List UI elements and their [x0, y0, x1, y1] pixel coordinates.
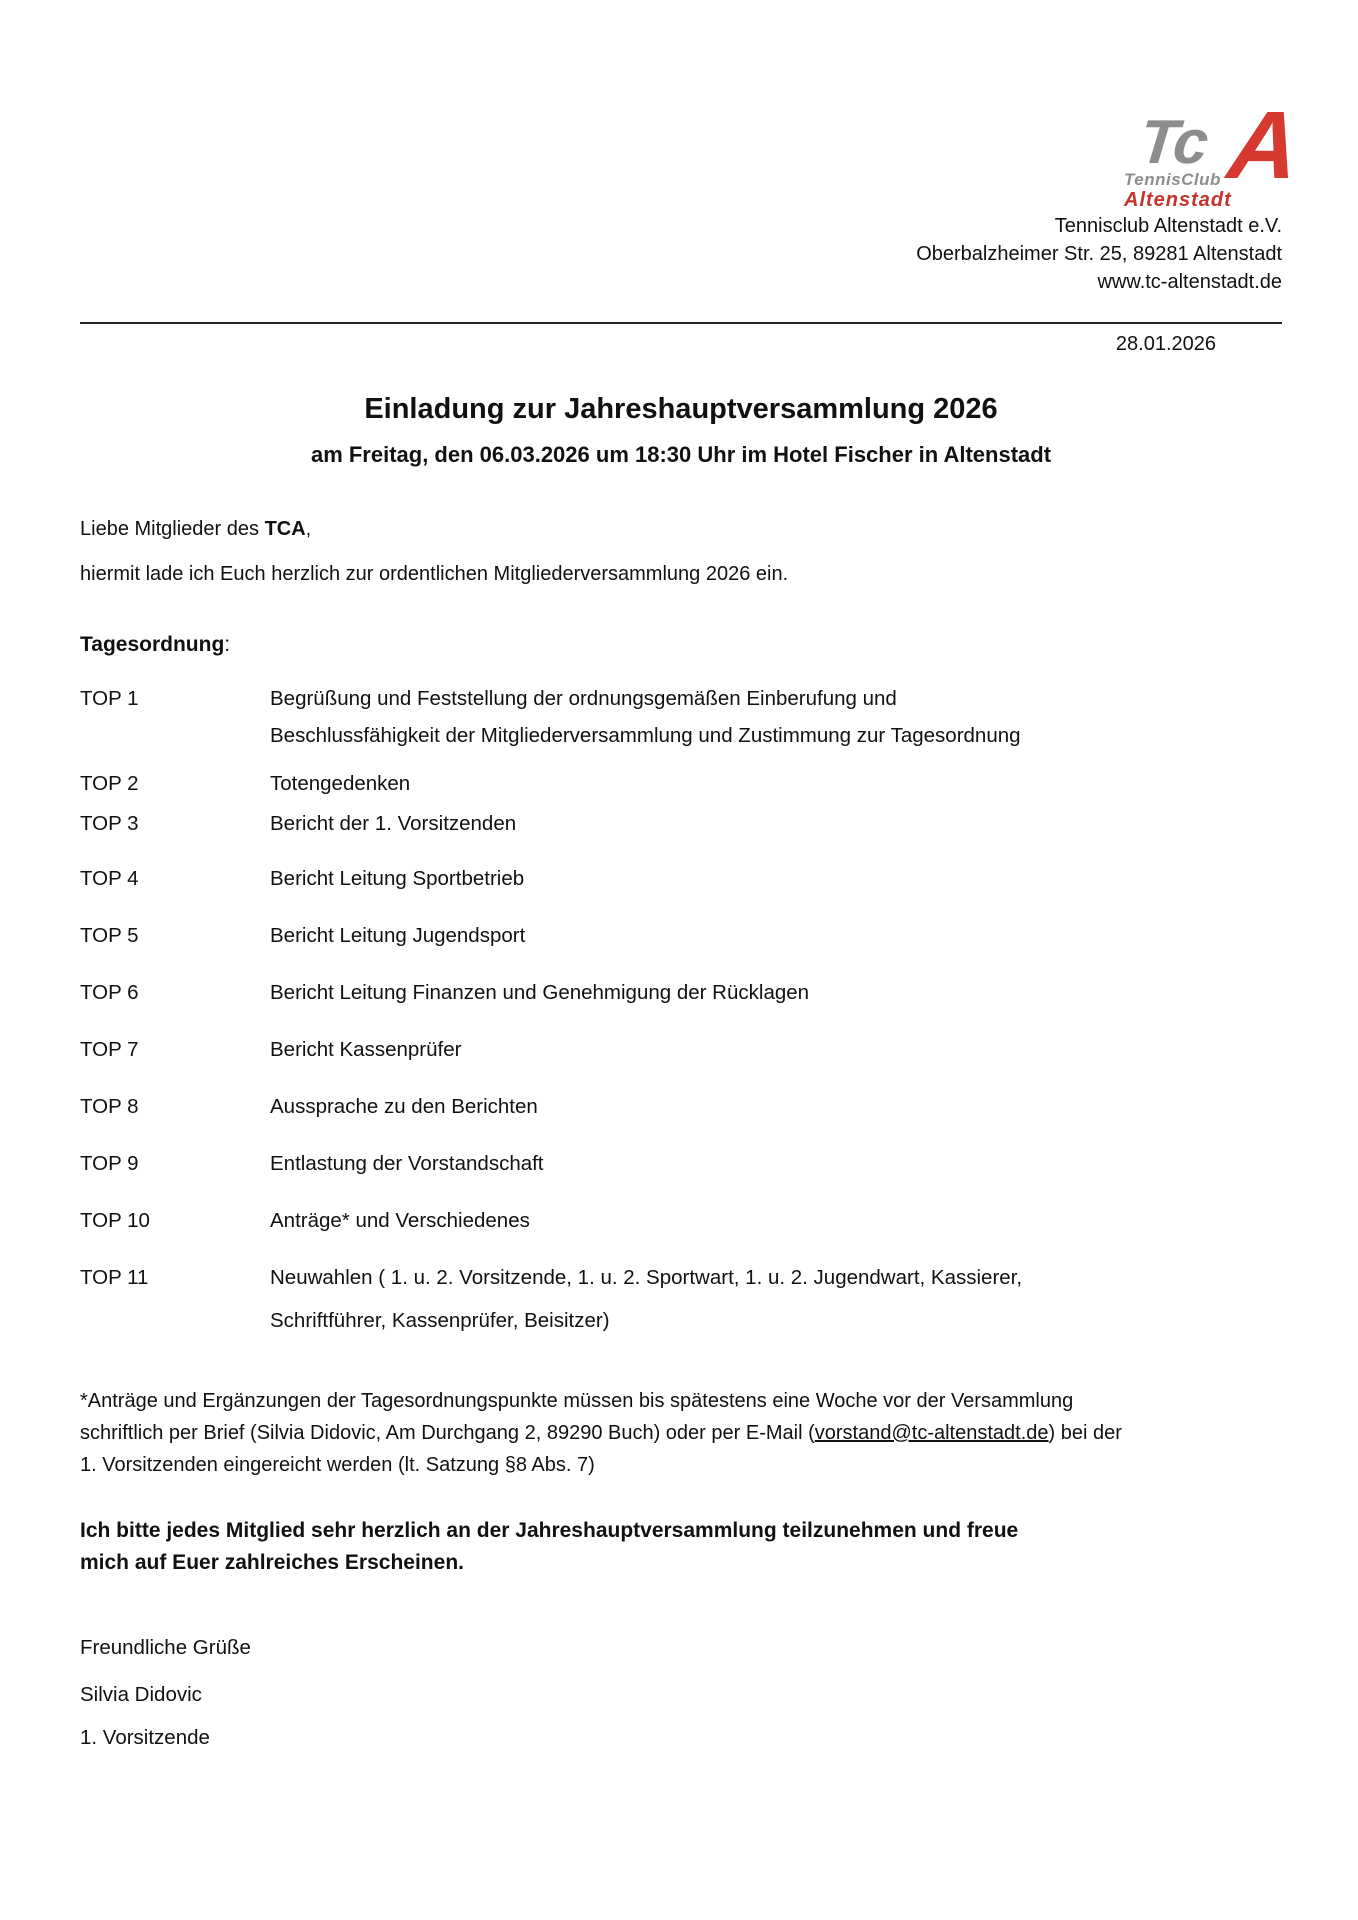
agenda-item	[80, 1094, 1282, 1120]
agenda-item-label: TOP 10	[80, 1209, 150, 1232]
org-website: www.tc-altenstadt.de	[1097, 271, 1282, 293]
agenda-item-label: TOP 3	[80, 812, 139, 835]
agenda-item	[80, 923, 1282, 949]
letterhead-rule	[80, 322, 1282, 324]
letter-title: Einladung zur Jahreshauptversammlung 2026	[364, 393, 998, 425]
letterhead-block	[80, 212, 1282, 296]
agenda-item-label: TOP 9	[80, 1152, 139, 1175]
salutation-line	[80, 516, 1282, 542]
agenda-item	[80, 980, 1282, 1006]
agenda-item	[80, 1037, 1282, 1063]
agenda-item	[80, 1208, 1282, 1234]
email-link[interactable]: vorstand@tc-altenstadt.de	[814, 1422, 1049, 1444]
agenda-item-text: Aussprache zu den Berichten	[270, 1095, 538, 1118]
agenda-item-label: TOP 8	[80, 1095, 139, 1118]
agenda-item	[80, 811, 1282, 837]
logo-town-name: Altenstadt	[1124, 189, 1232, 211]
agenda-list	[80, 686, 1282, 1334]
agenda-item-label: TOP 11	[80, 1266, 149, 1289]
logo-tc-monogram: Tc	[1136, 108, 1210, 177]
footnote-line2: schriftlich per Brief (Silvia Didovic, Am Durchgang 2, 89290 Buch) oder per E-Mail (vorstand@tc-altenstadt.de) bei der	[80, 1422, 1122, 1444]
footnote-line1: *Anträge und Ergänzungen der Tagesordnungspunkte müssen bis spätestens eine Woche vor der Versammlung	[80, 1390, 1074, 1412]
agenda-item-label: TOP 5	[80, 924, 139, 947]
agenda-item-text: Totengedenken	[270, 772, 411, 795]
agenda-item-text: Entlastung der Vorstandschaft	[270, 1152, 544, 1175]
footnote-paragraph	[80, 1385, 1282, 1481]
agenda-item-text: Neuwahlen ( 1. u. 2. Vorsitzende, 1. u. 2. Sportwart, 1. u. 2. Jugendwart, Kassierer, Schriftführer, Kassenprüfer, Beisitzer)	[270, 1266, 1023, 1332]
org-address: Oberbalzheimer Str. 25, 89281 Altenstadt	[916, 243, 1282, 265]
agenda-item-label: TOP 1	[80, 687, 139, 710]
agenda-item-text: Bericht Leitung Jugendsport	[270, 924, 526, 947]
invitation-line: hiermit lade ich Euch herzlich zur ordentlichen Mitgliederversammlung 2026 ein.	[80, 563, 789, 585]
signer-role: 1. Vorsitzende	[80, 1726, 210, 1749]
logo-club-name: TennisClub	[1124, 170, 1221, 189]
agenda-item-label: TOP 7	[80, 1038, 139, 1061]
agenda-item	[80, 771, 1282, 797]
appeal-paragraph: Ich bitte jedes Mitglied sehr herzlich an der Jahreshauptversammlung teilzunehmen und freue mich auf Euer zahlreiches Erscheinen.	[80, 1519, 1019, 1574]
salutation-post: ,	[305, 518, 312, 540]
club-logo	[1124, 92, 1304, 212]
salutation-club-abbr: TCA	[264, 518, 306, 540]
agenda-item	[80, 1265, 1282, 1334]
agenda-item-text: Bericht Kassenprüfer	[270, 1038, 462, 1061]
agenda-item-text: Begrüßung und Feststellung der ordnungsgemäßen Einberufung und Beschlussfähigkeit der Mitgliederversammlung und Zustimmung zur Tagesordnung	[270, 687, 1021, 747]
agenda-item-text: Bericht Leitung Finanzen und Genehmigung der Rücklagen	[270, 981, 810, 1004]
footnote-line3: 1. Vorsitzenden eingereicht werden (lt. Satzung §8 Abs. 7)	[80, 1454, 595, 1476]
letter-date: 28.01.2026	[1115, 333, 1216, 355]
salutation-pre: Liebe Mitglieder des	[80, 518, 265, 540]
org-name: Tennisclub Altenstadt e.V.	[1054, 215, 1282, 237]
signer-name: Silvia Didovic	[80, 1683, 202, 1706]
agenda-item	[80, 1151, 1282, 1177]
agenda-item-label: TOP 2	[80, 772, 139, 795]
agenda-item-label: TOP 4	[80, 867, 139, 890]
agenda-item-text: Bericht der 1. Vorsitzenden	[270, 812, 517, 835]
closing-greeting: Freundliche Grüße	[80, 1636, 251, 1659]
agenda-item	[80, 686, 1282, 749]
agenda-item	[80, 866, 1282, 892]
agenda-heading: Tagesordnung:	[80, 633, 231, 656]
agenda-item-label: TOP 6	[80, 981, 139, 1004]
letter-subtitle: am Freitag, den 06.03.2026 um 18:30 Uhr im Hotel Fischer in Altenstadt	[310, 442, 1052, 467]
agenda-item-text: Anträge* und Verschiedenes	[270, 1209, 530, 1232]
agenda-item-text: Bericht Leitung Sportbetrieb	[270, 867, 525, 890]
logo-a-monogram: A	[1223, 92, 1304, 199]
